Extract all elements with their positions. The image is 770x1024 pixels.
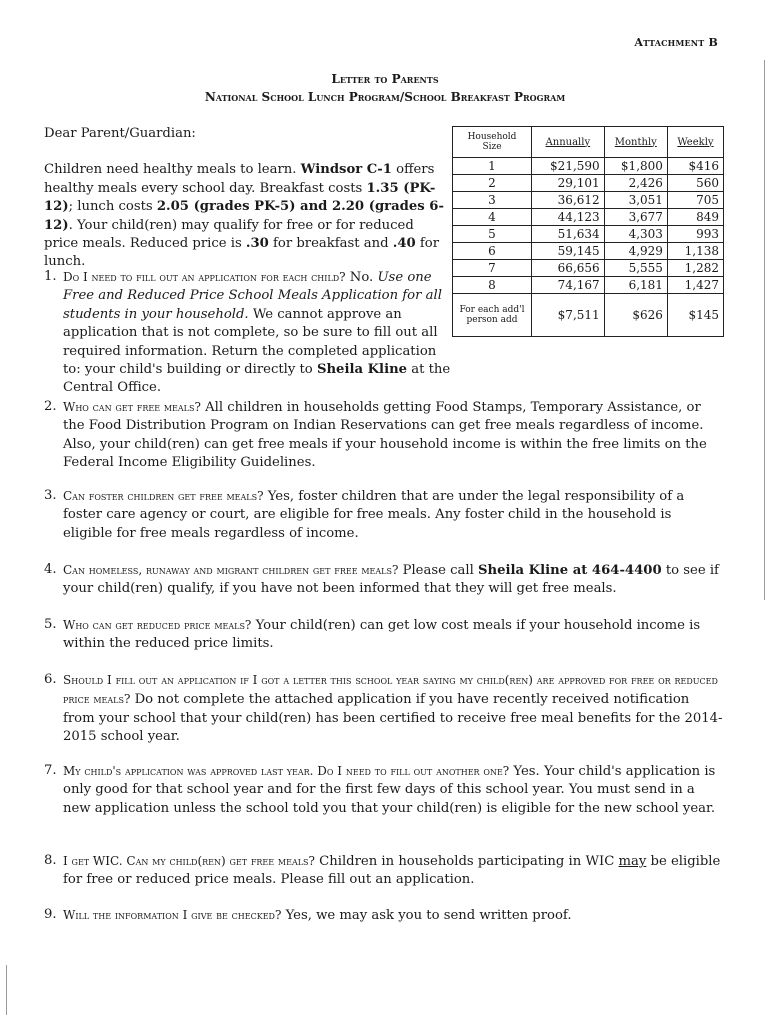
cell-size: 4: [453, 209, 532, 226]
answer-italic: Use one Free and Reduced Price School Meals Application for all students in your household.: [63, 270, 442, 322]
item-number: 3.: [44, 488, 57, 503]
answer: All children in households getting Food Stamps, Temporary Assistance, or the Food Distribution Program on Indian Reservations can get free meals regardless of income. Also, your child(ren) can get free meals if your household income is within the free limits on the Federal Income Eligibility Guidelines.: [63, 400, 707, 471]
faq-item-9: [44, 906, 724, 925]
lunch-price: 2.05 (grades PK-5) and 2.20 (grades 6-12): [44, 199, 444, 233]
header-monthly: Monthly: [604, 127, 667, 158]
item-number: 2.: [44, 399, 57, 414]
header-weekly: Weekly: [667, 127, 723, 158]
cell-annually: $7,511: [532, 294, 605, 337]
table-row: [453, 158, 724, 175]
cell-annually: 44,123: [532, 209, 605, 226]
cell-annually: $21,590: [532, 158, 605, 175]
table-row: [453, 277, 724, 294]
cell-monthly: 6,181: [604, 277, 667, 294]
cell-size: 7: [453, 260, 532, 277]
cell-size: 5: [453, 226, 532, 243]
cell-weekly: 705: [667, 192, 723, 209]
cell-weekly: 1,427: [667, 277, 723, 294]
scan-mark-right: [764, 60, 765, 600]
cell-annually: 29,101: [532, 175, 605, 192]
cell-monthly: $626: [604, 294, 667, 337]
cell-monthly: 4,929: [604, 243, 667, 260]
question: Can foster children get free meals?: [63, 489, 264, 503]
breakfast-price: 1.35 (PK-12): [44, 180, 436, 215]
cell-weekly: 849: [667, 209, 723, 226]
cell-weekly: $145: [667, 294, 723, 337]
question: Do I need to fill out an application for each child?: [63, 270, 346, 284]
cell-weekly: 1,282: [667, 260, 723, 277]
cell-size: 8: [453, 277, 532, 294]
cell-size: 2: [453, 175, 532, 192]
table-row: [453, 175, 724, 192]
title-line-2: National School Lunch Program/School Breakfast Program: [204, 90, 566, 104]
cell-weekly: $416: [667, 158, 723, 175]
cell-weekly: 1,138: [667, 243, 723, 260]
item-number: 6.: [44, 672, 57, 687]
cell-size: 3: [453, 192, 532, 209]
cell-additional-label: For each add'l person add: [453, 294, 532, 337]
faq-item-8: 8. I get WIC. Can my child(ren) get free meals? Children in households participating in WIC may be eligible for free or reduced price meals. Please fill out an application.: [44, 853, 721, 888]
header-household-size: Household Size: [453, 127, 532, 158]
income-guidelines-table: [452, 126, 724, 337]
faq-item-6: [44, 671, 724, 747]
question: My child's application was approved last year. Do I need to fill out another one?: [63, 764, 510, 778]
question: Who can get free meals?: [63, 400, 201, 414]
cell-size: 1: [453, 158, 532, 175]
faq-item-1: 1. Do I need to fill out an application for each child? No. Use one Free and Reduced Price School Meals Application for all students in your household. We cannot approve an application that is not complete, so be sure to fill out all required information. Return the completed application to: your child's building or directly to Sheila Kline at the Central Office.: [44, 269, 451, 396]
table-row: [453, 226, 724, 243]
intro-paragraph: Children need healthy meals to learn. Windsor C-1 offers healthy meals every school day. Breakfast costs 1.35 (PK-12); lunch costs 2.05 (grades PK-5) and 2.20 (grades 6-12). Your child(ren) may qualify for free or for reduced price meals. Reduced price is .30 for breakfast and .40 for lunch.: [44, 162, 444, 270]
title-line-1: Letter to Parents: [331, 72, 439, 86]
contact-name: Sheila Kline: [316, 362, 408, 378]
cell-annually: 59,145: [532, 243, 605, 260]
question: I get WIC. Can my child(ren) get free meals?: [63, 854, 315, 868]
item-number: 7.: [44, 763, 57, 778]
school-name: Windsor C-1: [300, 162, 392, 178]
cell-annually: 51,634: [532, 226, 605, 243]
letter-title: [0, 70, 770, 106]
cell-monthly: 2,426: [604, 175, 667, 192]
cell-annually: 66,656: [532, 260, 605, 277]
cell-annually: 36,612: [532, 192, 605, 209]
reduced-lunch-price: .40: [392, 236, 416, 252]
scan-mark-left: [6, 965, 7, 1015]
cell-monthly: 4,303: [604, 226, 667, 243]
faq-item-2: [44, 398, 724, 473]
cell-weekly: 560: [667, 175, 723, 192]
table-row: [453, 209, 724, 226]
question: Can homeless, runaway and migrant children get free meals?: [63, 563, 399, 577]
item-number: 4.: [44, 562, 57, 577]
question: Should I fill out an application if I got a letter this school year saying my child(ren) are approved for free or reduced price meals?: [63, 673, 718, 707]
cell-annually: 74,167: [532, 277, 605, 294]
answer: Yes, foster children that are under the legal responsibility of a foster care agency or court, are eligible for free meals. Any foster child in the household is eligible for free meals regardless of income.: [63, 489, 685, 541]
table-row: [453, 192, 724, 209]
item-number: 8.: [44, 853, 57, 868]
cell-monthly: $1,800: [604, 158, 667, 175]
answer: Do not complete the attached application if you have recently received notification from your school that your child(ren) has been certified to receive free meal benefits for the 2014-2015 school year.: [63, 692, 723, 745]
question: Who can get reduced price meals?: [63, 618, 252, 632]
cell-weekly: 993: [667, 226, 723, 243]
faq-item-3: [44, 487, 724, 543]
faq-item-5: [44, 616, 724, 654]
table-header-row: [453, 127, 724, 158]
answer: Yes, we may ask you to send written proof.: [281, 908, 572, 923]
table-row-additional-person: [453, 294, 724, 337]
intro-section: [44, 125, 444, 272]
question: Will the information I give be checked?: [63, 908, 282, 922]
cell-monthly: 3,051: [604, 192, 667, 209]
item-number: 9.: [44, 907, 57, 922]
item-number: 5.: [44, 617, 57, 632]
may-underlined: may: [618, 854, 647, 869]
attachment-label: Attachment B: [634, 36, 718, 49]
reduced-breakfast-price: .30: [245, 236, 269, 252]
table-row: [453, 243, 724, 260]
item-number: 1.: [44, 269, 57, 284]
answer: Your child(ren) can get low cost meals if your household income is within the reduced price limits.: [63, 618, 701, 652]
cell-monthly: 5,555: [604, 260, 667, 277]
cell-monthly: 3,677: [604, 209, 667, 226]
header-annually: Annually: [532, 127, 605, 158]
contact-phone: Sheila Kline at 464-4400: [477, 563, 662, 578]
faq-item-7: [44, 762, 724, 818]
cell-size: 6: [453, 243, 532, 260]
table-row: [453, 260, 724, 277]
faq-item-4: 4. Can homeless, runaway and migrant children get free meals? Please call Sheila Kline at 464-4400 to see if your child(ren) qualify, if you have not been informed that they will get free meals.: [44, 562, 719, 597]
answer: Yes. Your child's application is only good for that school year and for the first few days of this school year. You must send in a new application unless the school told you that your child(ren) is eligible for the new school year.: [63, 764, 716, 816]
salutation: Dear Parent/Guardian:: [44, 126, 196, 141]
